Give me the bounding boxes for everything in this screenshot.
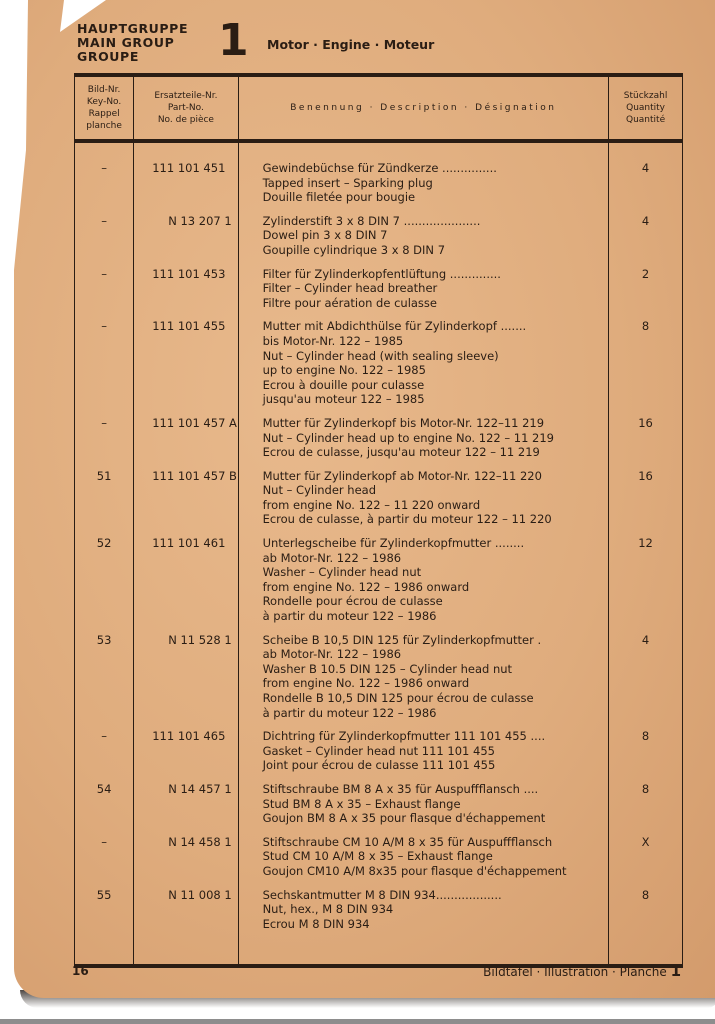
description-line: ab Motor-Nr. 122 – 1986 <box>262 550 402 565</box>
table-header-row <box>75 75 683 141</box>
description-line: jusqu'au moteur 122 – 1985 <box>262 392 425 407</box>
description <box>238 469 609 536</box>
group-label-fr: GROUPE <box>77 49 139 64</box>
quantity: 8 <box>609 319 683 416</box>
key-number: 53 <box>75 633 134 730</box>
description-line: Ecrou à douille pour culasse <box>262 377 425 392</box>
description-line: Stiftschraube BM 8 A x 35 für Auspuffflansch .... <box>262 781 539 796</box>
key-number: 51 <box>75 469 134 536</box>
description-line: Rondelle B 10,5 DIN 125 pour écrou de culasse <box>262 691 534 705</box>
description-line: Ecrou M 8 DIN 934 <box>262 916 370 931</box>
table-row <box>75 319 683 416</box>
plate-reference <box>483 962 681 980</box>
description-line: Gewindebüchse für Zündkerze ............... <box>262 161 497 175</box>
description-line: from engine No. 122 – 1986 onward <box>262 579 470 594</box>
header-quantity: Stückzahl Quantity Quantité <box>609 75 683 141</box>
description-line: Mutter für Zylinderkopf ab Motor-Nr. 122–11 220 <box>262 468 542 483</box>
table-row <box>75 633 683 730</box>
part-number: 111 101 457 A <box>134 416 238 469</box>
quantity: 4 <box>609 633 683 730</box>
key-number: – <box>75 729 134 782</box>
key-number: – <box>75 835 134 888</box>
part-number: N 14 457 1 <box>134 782 238 835</box>
description-line: Dowel pin 3 x 8 DIN 7 <box>262 228 388 243</box>
description <box>238 319 609 416</box>
description-line: Stud CM 10 A/M 8 x 35 – Exhaust flange <box>262 849 493 864</box>
description <box>238 782 609 835</box>
quantity: 8 <box>609 729 683 782</box>
key-number: – <box>75 319 134 416</box>
table-row <box>75 416 683 469</box>
description-line: ab Motor-Nr. 122 – 1986 <box>262 647 402 662</box>
description-line: Joint pour écrou de culasse 111 101 455 <box>262 758 496 773</box>
scanner-edge <box>0 1019 715 1024</box>
description-line: Filter für Zylinderkopfentlüftung .............. <box>262 266 501 281</box>
description <box>238 888 609 941</box>
table-row <box>75 267 683 320</box>
group-label-de: HAUPTGRUPPE <box>77 21 189 36</box>
description-line: Nut – Cylinder head <box>262 483 377 498</box>
plate-label: Bildtafel · Illustration · Planche <box>483 965 667 979</box>
main-group-label <box>77 22 188 64</box>
description-line: à partir du moteur 122 – 1986 <box>262 705 437 720</box>
description <box>238 161 609 214</box>
parts-table <box>74 73 683 968</box>
description-line: Mutter mit Abdichthülse für Zylinderkopf ....... <box>262 319 527 334</box>
group-title: Motor · Engine · Moteur <box>267 37 435 52</box>
description-line: Douille filetée pour bougie <box>262 190 416 205</box>
description-line: Nut – Cylinder head (with sealing sleeve) <box>262 348 499 363</box>
part-number: N 11 008 1 <box>134 888 238 941</box>
quantity: X <box>609 835 683 888</box>
header-part-no: Ersatzteile-Nr. Part-No. No. de pièce <box>134 75 238 141</box>
part-number: 111 101 451 <box>134 161 238 214</box>
table-row <box>75 888 683 941</box>
part-number: 111 101 461 <box>134 536 238 633</box>
table-row <box>75 729 683 782</box>
description-line: Goujon CM10 A/M 8x35 pour flasque d'échappement <box>262 863 567 878</box>
key-number: – <box>75 416 134 469</box>
quantity: 2 <box>609 267 683 320</box>
description-line: Goupille cylindrique 3 x 8 DIN 7 <box>262 242 446 257</box>
description-line: Stiftschraube CM 10 A/M 8 x 35 für Auspuffflansch <box>262 834 553 849</box>
table-row <box>75 469 683 536</box>
part-number: 111 101 453 <box>134 267 238 320</box>
part-number: N 14 458 1 <box>134 835 238 888</box>
description-line: Ecrou de culasse, jusqu'au moteur 122 – 11 219 <box>262 445 540 460</box>
description <box>238 214 609 267</box>
description-line: à partir du moteur 122 – 1986 <box>262 609 437 624</box>
description-line: up to engine No. 122 – 1985 <box>262 363 426 378</box>
description-line: Nut – Cylinder head up to engine No. 122 – 11 219 <box>262 430 554 445</box>
part-number: 111 101 465 <box>134 729 238 782</box>
description <box>238 729 609 782</box>
key-number: – <box>75 267 134 320</box>
quantity: 16 <box>609 469 683 536</box>
key-number: – <box>75 161 134 214</box>
description-line: Goujon BM 8 A x 35 pour flasque d'échappement <box>262 811 546 826</box>
part-number: N 11 528 1 <box>134 633 238 730</box>
page-number: 16 <box>72 964 89 978</box>
description-line: Rondelle pour écrou de culasse <box>262 594 443 609</box>
description-line: Scheibe B 10,5 DIN 125 für Zylinderkopfmutter . <box>262 632 542 647</box>
description-line: Stud BM 8 A x 35 – Exhaust flange <box>262 796 461 811</box>
description <box>238 416 609 469</box>
quantity: 8 <box>609 888 683 941</box>
table-row <box>75 835 683 888</box>
header-key-no: Bild-Nr. Key-No. Rappel planche <box>75 75 134 141</box>
description-line: Unterlegscheibe für Zylinderkopfmutter ........ <box>262 536 525 551</box>
description <box>238 835 609 888</box>
key-number: 52 <box>75 536 134 633</box>
quantity: 4 <box>609 214 683 267</box>
table-row <box>75 782 683 835</box>
key-number: 55 <box>75 888 134 941</box>
group-number: 1 <box>218 15 249 66</box>
part-number: N 13 207 1 <box>134 214 238 267</box>
key-number: 54 <box>75 782 134 835</box>
header-description: Benennung · Description · Désignation <box>238 75 609 141</box>
quantity: 8 <box>609 782 683 835</box>
part-number: 111 101 455 <box>134 319 238 416</box>
key-number: – <box>75 214 134 267</box>
quantity: 12 <box>609 536 683 633</box>
description <box>238 633 609 730</box>
plate-number: 1 <box>670 962 681 980</box>
table-row <box>75 214 683 267</box>
description-line: Filtre pour aération de culasse <box>262 295 437 310</box>
description-line: from engine No. 122 – 11 220 onward <box>262 497 481 512</box>
description <box>238 267 609 320</box>
part-number: 111 101 457 B <box>134 469 238 536</box>
description-line: Ecrou de culasse, à partir du moteur 122 – 11 220 <box>262 512 552 527</box>
description-line: Tapped insert – Sparking plug <box>262 175 433 190</box>
description-line: Gasket – Cylinder head nut 111 101 455 <box>262 743 495 758</box>
description-line: Filter – Cylinder head breather <box>262 281 438 296</box>
description-line: Nut, hex., M 8 DIN 934 <box>262 902 394 917</box>
description-line: Washer B 10.5 DIN 125 – Cylinder head nut <box>262 661 513 676</box>
description-line: bis Motor-Nr. 122 – 1985 <box>262 333 404 348</box>
quantity: 4 <box>609 161 683 214</box>
group-label-en: MAIN GROUP <box>77 35 175 50</box>
table-spacer-row <box>75 141 683 161</box>
description-line: Dichtring für Zylinderkopfmutter 111 101 455 .... <box>262 729 546 744</box>
table-row <box>75 536 683 633</box>
description-line: from engine No. 122 – 1986 onward <box>262 676 470 691</box>
description <box>238 536 609 633</box>
quantity: 16 <box>609 416 683 469</box>
description-line: Mutter für Zylinderkopf bis Motor-Nr. 122–11 219 <box>262 415 545 430</box>
description-line: Zylinderstift 3 x 8 DIN 7 ..................... <box>262 213 481 228</box>
description-line: Sechskantmutter M 8 DIN 934.................. <box>262 887 502 902</box>
table-row <box>75 161 683 214</box>
description-line: Washer – Cylinder head nut <box>262 565 422 580</box>
